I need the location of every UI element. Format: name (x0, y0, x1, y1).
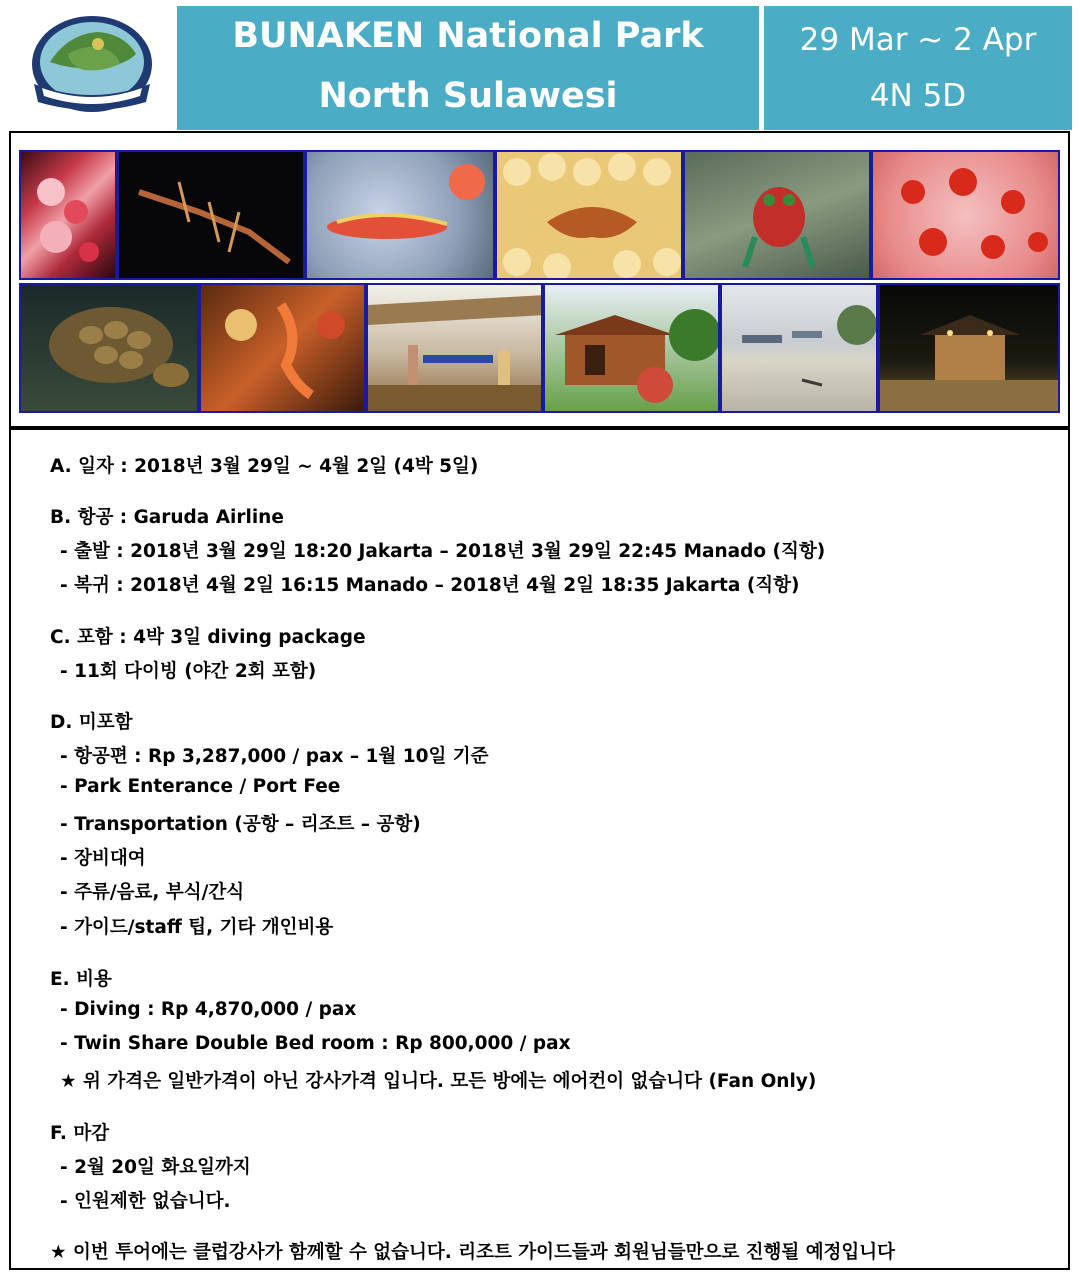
title-line-2: North Sulawesi (318, 76, 618, 116)
included-dives: - 11회 다이빙 (야간 2회 포함) (60, 661, 317, 682)
hawksbill-diving-logo (28, 14, 156, 122)
tour-dates (764, 6, 1072, 130)
deadline-item: - 2월 20일 화요일까지 (60, 1157, 251, 1178)
photo-resort-bungalow (543, 283, 720, 413)
photo-mantis-shrimp (683, 150, 871, 280)
photo-collage (19, 150, 1060, 413)
section-a-date: A. 일자 : 2018년 3월 29일 ~ 4월 2일 (4박 5일) (50, 456, 479, 477)
photo-resort-night (878, 283, 1060, 413)
photo-resort-pavilion (366, 283, 543, 413)
photo-frogfish (495, 150, 683, 280)
section-f-deadline: F. 마감 (50, 1123, 110, 1144)
excluded-item: - 장비대여 (60, 848, 146, 869)
excluded-item: - 주류/음료, 부식/간식 (60, 882, 245, 903)
section-d-excluded: D. 미포함 (50, 712, 133, 733)
cost-item: - Diving : Rp 4,870,000 / pax (60, 999, 357, 1020)
photo-pygmy-seahorse (19, 150, 117, 280)
excluded-item: - Park Enterance / Port Fee (60, 776, 341, 797)
departure-flight: - 출발 : 2018년 3월 29일 18:20 Jakarta – 2018년 3월 29일 22:45 Manado (직항) (60, 541, 826, 562)
photo-beach-boats (720, 283, 878, 413)
cost-item: - Twin Share Double Bed room : Rp 800,000 / pax (60, 1033, 571, 1054)
duration: 4N 5D (869, 78, 967, 114)
tour-title (177, 6, 759, 130)
return-flight: - 복귀 : 2018년 4월 2일 16:15 Manado – 2018년 4월 2일 18:35 Jakarta (직항) (60, 575, 800, 596)
photo-ghost-pipefish (117, 150, 305, 280)
section-e-cost: E. 비용 (50, 969, 112, 990)
excluded-item: - Transportation (공항 – 리조트 – 공항) (60, 814, 421, 835)
photo-seahorse-coral (199, 283, 366, 413)
photo-soft-coral-crab (871, 150, 1060, 280)
excluded-item: - 가이드/staff 팁, 기타 개인비용 (60, 917, 334, 938)
excluded-item: - 항공편 : Rp 3,287,000 / pax – 1월 10일 기준 (60, 746, 489, 767)
deadline-item: - 인원제한 없습니다. (60, 1191, 231, 1212)
section-c-included: C. 포함 : 4박 3일 diving package (50, 627, 366, 648)
title-line-1: BUNAKEN National Park (232, 16, 704, 56)
price-note: ★ 위 가격은 일반가격이 아닌 강사가격 입니다. 모든 방에는 에어컨이 없습니다 (Fan Only) (60, 1071, 817, 1092)
photo-sea-turtle (19, 283, 199, 413)
section-b-airline: B. 항공 : Garuda Airline (50, 507, 284, 528)
footer-note: ★ 이번 투어에는 클럽강사가 함께할 수 없습니다. 리조트 가이드들과 회원님들만으로 진행될 예정입니다 (50, 1242, 896, 1263)
photo-nudibranch (305, 150, 495, 280)
date-range: 29 Mar ~ 2 Apr (799, 22, 1037, 58)
